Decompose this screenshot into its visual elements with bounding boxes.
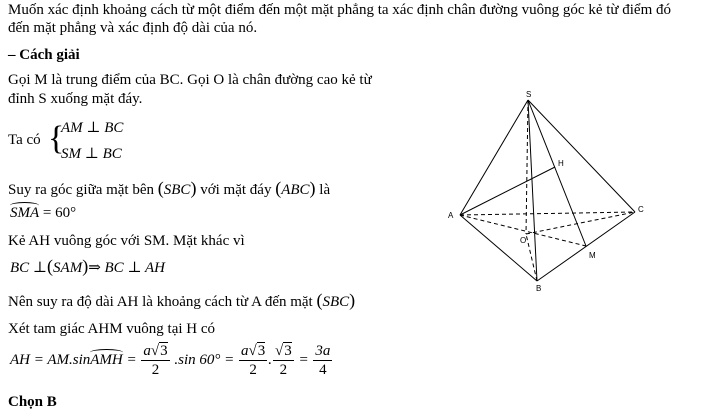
plane-sam: SAM [53, 260, 83, 276]
label-h: H [558, 159, 564, 168]
system-eq-1: AM ⊥ BC [61, 120, 124, 136]
system-eq-2: SM ⊥ BC [61, 146, 122, 162]
method-heading: – Cách giải [8, 47, 80, 63]
step1-line-2: đỉnh S xuống mặt đáy. [8, 91, 143, 107]
step3-text-b: với mặt đáy [200, 182, 272, 198]
angle-amh: AMH [90, 351, 123, 368]
segment-so-hidden [526, 100, 528, 234]
edge-bc [537, 212, 635, 281]
step3-text-c: là [319, 182, 331, 198]
fraction-4: $\frac{3a}{4}$ [315, 343, 331, 378]
edge-ab [460, 215, 537, 281]
system-brace: { [48, 120, 65, 157]
label-a: A [448, 211, 454, 220]
edge-sc [528, 100, 635, 212]
step3-line: Suy ra góc giữa mặt bên (SBC) với mặt đáy (ABC) là [8, 178, 331, 198]
fraction-3: $\frac{√3}{2}$ [275, 343, 292, 378]
pyramid-figure [440, 84, 660, 294]
step3-angle-eq [10, 205, 76, 222]
answer: Chọn B [8, 394, 57, 410]
label-o: O [520, 236, 527, 245]
step1-line-1: Gọi M là trung điểm của BC. Gọi O là chân đường cao kẻ từ [8, 72, 372, 88]
step4-line-1: Kẻ AH vuông góc với SM. Mặt khác vì [8, 233, 245, 249]
step4-eq: BC ⊥(SAM)⇒ BC ⊥ AH [10, 256, 166, 276]
fraction-1: $\frac{a√3}{2}$ [143, 343, 168, 378]
intro-line-2: đến mặt phẳng và xác định độ dài của nó. [8, 20, 258, 36]
edge-sb [528, 100, 537, 281]
final-formula: AH = AM.sinAMH = $\frac{a√3}{2}$ .sin 60° = $\frac{a√3}{2}$ . $\frac{√3}{2}$ = $\frac{3a}{4}$ [10, 343, 331, 378]
label-c: C [638, 205, 644, 214]
step3-text-a: Suy ra góc giữa mặt bên [8, 182, 155, 198]
plane-abc: ABC [281, 182, 310, 198]
label-s: S [526, 90, 532, 99]
step5-line: Nên suy ra độ dài AH là khoảng cách từ A đến mặt (SBC) [8, 290, 356, 310]
label-b: B [536, 284, 542, 293]
angle-value: = 60° [42, 205, 77, 221]
angle-sma: SMA [10, 205, 40, 221]
edge-ac-hidden [460, 212, 635, 215]
plane-sbc: SBC [163, 182, 191, 198]
plane-sbc-2: SBC [322, 294, 350, 310]
intro-line-1: Muốn xác định khoảng cách từ một điểm đến một mặt phẳng ta xác định chân đường vuông góc kẻ từ điểm đó [8, 2, 672, 18]
step6-line-1: Xét tam giác AHM vuông tại H có [8, 321, 216, 337]
label-m: M [589, 251, 596, 260]
step2-prefix: Ta có [8, 132, 41, 148]
fraction-2: $\frac{a√3}{2}$ [241, 343, 266, 378]
